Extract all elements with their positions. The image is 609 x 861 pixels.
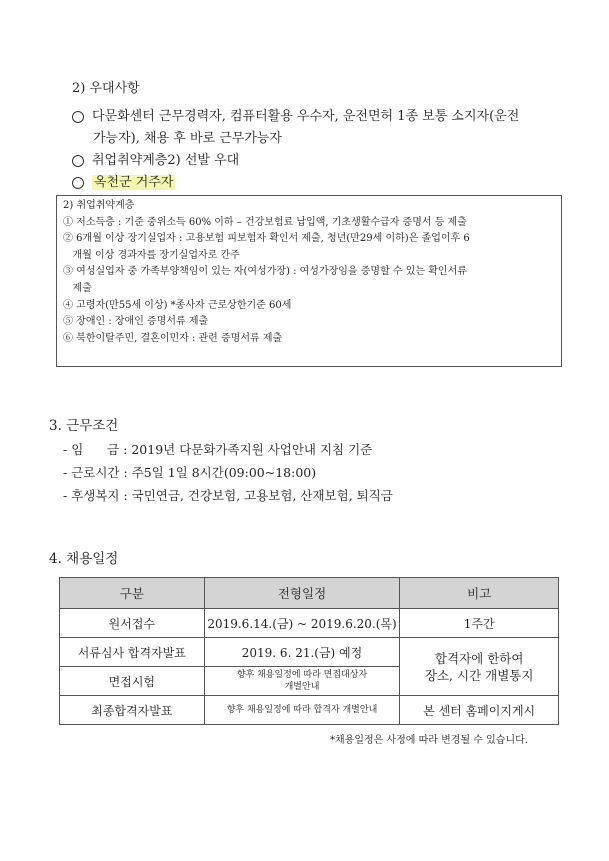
circle-bullet-icon bbox=[72, 111, 84, 123]
preference-text: 취업취약계층2) 선발 우대 bbox=[92, 153, 240, 168]
cell-merged-note bbox=[400, 638, 559, 696]
preference-item-1 bbox=[72, 106, 519, 128]
note-line: ③ 여성실업자 중 가족부양책임이 있는 자(여성가장) : 여성가장임을 증명할 수 있는 확인서류 bbox=[63, 266, 467, 278]
note-line: ① 저소득층 : 기준 중위소득 60% 이하 – 건강보험료 납입액, 기초생활수급자 증명서 등 제출 bbox=[63, 216, 467, 228]
schedule-heading: 4. 채용일정 bbox=[49, 551, 119, 567]
date-line: 향후 채용일정에 따라 면접대상자 bbox=[236, 670, 368, 680]
cell-date: 2019.6.14.(금) ~ 2019.6.20.(목) bbox=[204, 609, 400, 638]
preference-text: 옥천군 거주자 bbox=[94, 175, 174, 190]
header-stage: 구분 bbox=[60, 578, 205, 609]
cell-note: 1주간 bbox=[400, 609, 559, 638]
preferences-heading: 2) 우대사항 bbox=[72, 81, 140, 96]
cell-stage: 서류심사 합격자발표 bbox=[60, 638, 205, 667]
merged-note-line: 장소, 시간 개별통지 bbox=[424, 667, 534, 683]
table-row bbox=[60, 609, 559, 638]
cell-date: 향후 채용일정에 따라 합격자 개별안내 bbox=[204, 696, 400, 725]
cell-stage: 면접시험 bbox=[60, 667, 205, 696]
conditions-heading: 3. 근무조건 bbox=[49, 418, 119, 434]
note-line: 개월 이상 경과자를 장기실업자로 간주 bbox=[63, 249, 240, 261]
merged-note-line: 합격자에 한하여 bbox=[434, 650, 524, 666]
vulnerable-groups-note-box bbox=[56, 195, 562, 367]
schedule-footnote: *채용일정은 사정에 따라 변경될 수 있습니다. bbox=[330, 735, 528, 746]
table-row bbox=[60, 696, 559, 725]
condition-wage: - 임 금 : 2019년 다문화가족지원 사업안내 지침 기준 bbox=[63, 442, 373, 457]
cell-note: 본 센터 홈페이지게시 bbox=[400, 696, 559, 725]
preference-item-1-cont: 가능자), 채용 후 바로 근무가능자 bbox=[93, 131, 282, 146]
cell-date: 2019. 6. 21.(금) 예정 bbox=[204, 638, 400, 667]
note-line: ② 6개월 이상 장기실업자 : 고용보험 피보험자 확인서 제출, 청년(만29세 이하)은 졸업이후 6 bbox=[63, 233, 470, 245]
note-line: ⑥ 북한이탈주민, 결혼이민자 : 관련 증명서류 제출 bbox=[63, 332, 283, 344]
header-note: 비고 bbox=[400, 578, 559, 609]
condition-hours: - 근로시간 : 주5일 1일 8시간(09:00~18:00) bbox=[63, 465, 317, 480]
table-row bbox=[60, 638, 559, 667]
schedule-table bbox=[59, 577, 559, 725]
cell-date bbox=[204, 667, 400, 696]
note-line: ④ 고령자(만55세 이상) *종사자 근로상한기준 60세 bbox=[63, 299, 292, 311]
note-line: 제출 bbox=[63, 282, 92, 294]
cell-stage: 최종합격자발표 bbox=[60, 696, 205, 725]
preference-text: 다문화센터 근무경력자, 컴퓨터활용 우수자, 운전면허 1종 보통 소지자(운전 bbox=[92, 109, 520, 124]
preference-item-2 bbox=[72, 150, 239, 172]
circle-bullet-icon bbox=[72, 177, 84, 189]
header-date: 전형일정 bbox=[204, 578, 400, 609]
table-header-row bbox=[60, 578, 559, 609]
condition-benefits: - 후생복지 : 국민연금, 건강보험, 고용보험, 산재보험, 퇴직금 bbox=[63, 488, 393, 503]
preference-item-3 bbox=[72, 172, 175, 194]
circle-bullet-icon bbox=[72, 155, 84, 167]
cell-stage: 원서접수 bbox=[60, 609, 205, 638]
note-line: ⑤ 장애인 : 장애인 증명서류 제출 bbox=[63, 316, 209, 328]
note-title: 2) 취업취약계층 bbox=[63, 200, 135, 211]
date-line: 개별안내 bbox=[284, 682, 320, 692]
